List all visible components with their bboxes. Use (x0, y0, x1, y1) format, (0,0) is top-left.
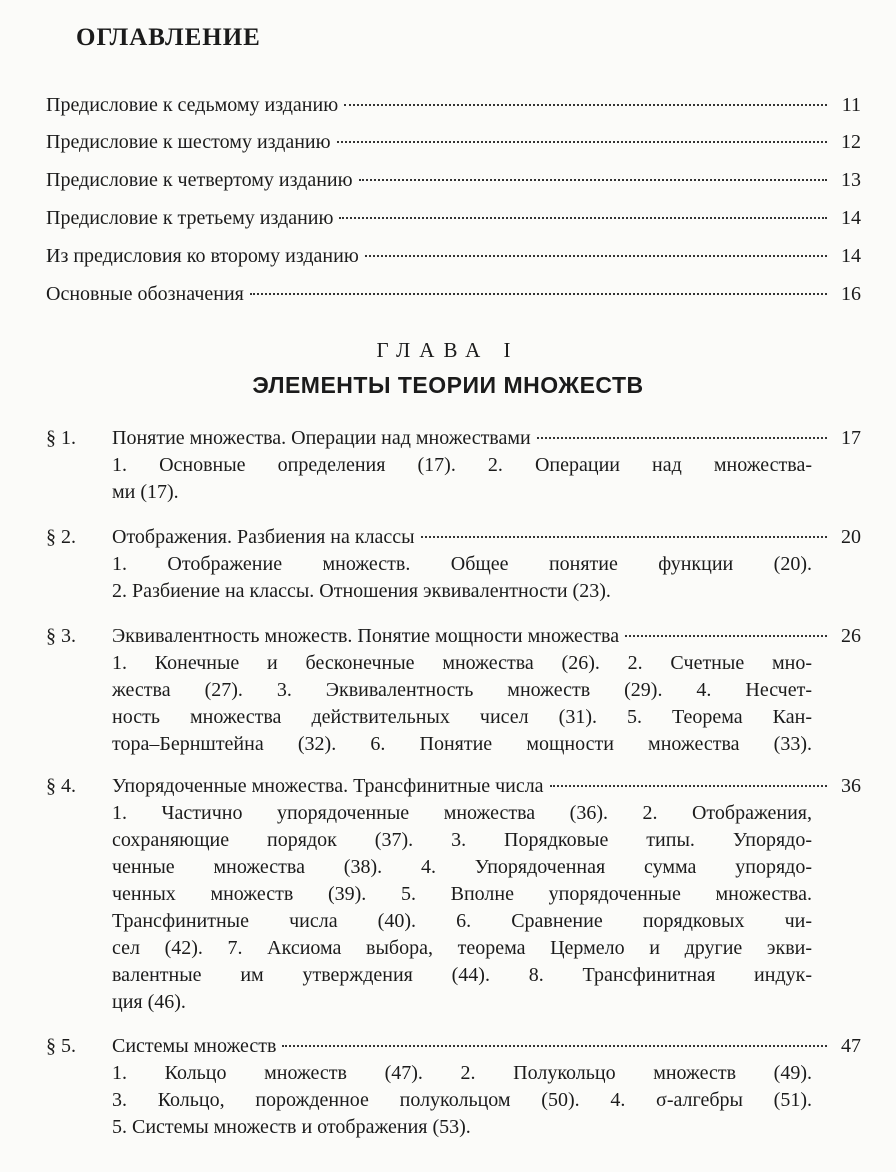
subsection-line: 3. Кольцо, порожденное полукольцом (50). 4. σ-алгебры (51). (112, 1089, 812, 1111)
section-heading[interactable] (46, 623, 861, 650)
section-page: 20 (841, 526, 861, 548)
toc-entry[interactable] (46, 129, 861, 155)
toc-entry-text: Из предисловия ко второму изданию (46, 245, 359, 267)
chapter-title: ЭЛЕМЕНТЫ ТЕОРИИ МНОЖЕСТВ (252, 372, 644, 398)
dot-leader (625, 635, 827, 637)
toc-entry-text: Предисловие к третьему изданию (46, 207, 334, 229)
section-title: Системы множеств (112, 1035, 277, 1057)
subsection-line: 1. Частично упорядоченные множества (36). 2. Отображения, (112, 802, 812, 824)
subsection-line: 1. Отображение множеств. Общее понятие функции (20). (112, 553, 812, 575)
subsection-list (112, 800, 812, 1016)
section-title: Упорядоченные множества. Трансфинитные числа (112, 775, 544, 797)
toc-entry-page: 13 (841, 169, 861, 191)
chapter-label: ГЛАВА I (376, 338, 520, 362)
section-page: 47 (841, 1035, 861, 1057)
subsection-list (112, 1060, 812, 1141)
subsection-line: сохраняющие порядок (37). 3. Порядковые типы. Упорядо- (112, 829, 812, 851)
section-title: Эквивалентность множеств. Понятие мощности множества (112, 625, 620, 647)
section-number: § 5. (46, 1035, 76, 1057)
toc-entry-page: 12 (841, 131, 861, 153)
section-page: 36 (841, 775, 861, 797)
toc-entry-text: Предисловие к шестому изданию (46, 131, 331, 153)
toc-entry-page: 11 (841, 94, 861, 116)
subsection-line: валентные им утверждения (44). 8. Трансфинитная индук- (112, 964, 812, 986)
dot-leader (344, 104, 827, 106)
subsection-line: ченные множества (38). 4. Упорядоченная сумма упорядо- (112, 856, 812, 878)
subsection-line: 5. Системы множеств и отображения (53). (112, 1116, 471, 1138)
toc-section (46, 1033, 861, 1141)
subsection-line: ность множества действительных чисел (31). 5. Теорема Кан- (112, 706, 812, 728)
dot-leader (250, 293, 827, 295)
page-title: ОГЛАВЛЕНИЕ (76, 24, 261, 51)
toc-entry-page: 14 (841, 245, 861, 267)
dot-leader (339, 217, 827, 219)
toc-entry-page: 16 (841, 283, 861, 305)
section-page: 17 (841, 427, 861, 449)
toc-entry-text: Предисловие к седьмому изданию (46, 94, 339, 116)
toc-entry[interactable] (46, 243, 861, 269)
subsection-list (112, 551, 812, 605)
subsection-list (112, 650, 812, 758)
section-title: Понятие множества. Операции над множествами (112, 427, 531, 449)
dot-leader (537, 437, 827, 439)
subsection-line: тора–Бернштейна (32). 6. Понятие мощности множества (33). (112, 733, 812, 755)
section-heading[interactable] (46, 773, 861, 800)
section-number: § 3. (46, 625, 76, 647)
dot-leader (282, 1045, 827, 1047)
section-number: § 4. (46, 775, 76, 797)
subsection-line: Трансфинитные числа (40). 6. Сравнение порядковых чи- (112, 910, 812, 932)
subsection-line: ченных множеств (39). 5. Вполне упорядоченные множества. (112, 883, 812, 905)
subsection-line: жества (27). 3. Эквивалентность множеств (29). 4. Несчет- (112, 679, 812, 701)
subsection-line: ция (46). (112, 991, 186, 1013)
toc-section (46, 524, 861, 605)
toc-entry-text: Основные обозначения (46, 283, 244, 305)
subsection-line: 1. Основные определения (17). 2. Операции над множества- (112, 454, 812, 476)
section-number: § 1. (46, 427, 76, 449)
toc-section (46, 623, 861, 758)
subsection-list (112, 452, 812, 506)
toc-entry[interactable] (46, 281, 861, 307)
dot-leader (365, 255, 827, 257)
toc-entry[interactable] (46, 205, 861, 231)
section-title: Отображения. Разбиения на классы (112, 526, 415, 548)
subsection-line: 2. Разбиение на классы. Отношения эквивалентности (23). (112, 580, 611, 602)
subsection-line: сел (42). 7. Аксиома выбора, теорема Цермело и другие экви- (112, 937, 812, 959)
section-page: 26 (841, 625, 861, 647)
toc-section (46, 773, 861, 1016)
section-heading[interactable] (46, 524, 861, 551)
subsection-line: 1. Конечные и бесконечные множества (26). 2. Счетные мно- (112, 652, 812, 674)
subsection-line: 1. Кольцо множеств (47). 2. Полукольцо множеств (49). (112, 1062, 812, 1084)
section-number: § 2. (46, 526, 76, 548)
dot-leader (550, 785, 827, 787)
subsection-line: ми (17). (112, 481, 179, 503)
section-heading[interactable] (46, 425, 861, 452)
toc-entry-text: Предисловие к четвертому изданию (46, 169, 353, 191)
dot-leader (359, 179, 827, 181)
toc-entry-page: 14 (841, 207, 861, 229)
dot-leader (421, 536, 827, 538)
toc-entry[interactable] (46, 92, 861, 118)
dot-leader (337, 141, 827, 143)
section-heading[interactable] (46, 1033, 861, 1060)
toc-entry[interactable] (46, 167, 861, 193)
toc-section (46, 425, 861, 506)
